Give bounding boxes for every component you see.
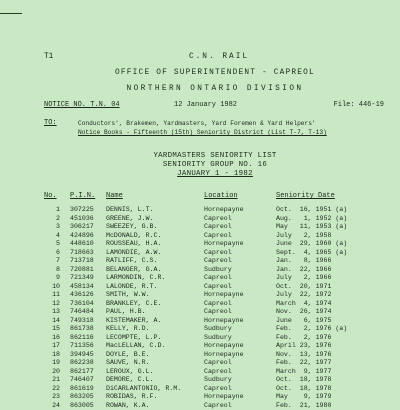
table-row <box>44 232 400 241</box>
row-location: Capreol <box>204 308 232 315</box>
row-location: Hornepayne <box>204 206 244 213</box>
row-location: Capreol <box>204 385 232 392</box>
header-no: No. <box>44 192 60 200</box>
row-number: 3 <box>44 223 60 230</box>
margin-dash <box>0 13 22 14</box>
row-pin: 749318 <box>70 317 94 324</box>
table-row <box>44 206 400 215</box>
row-number: 2 <box>44 215 60 222</box>
row-name: SAUVE, N.R. <box>106 359 150 366</box>
row-number: 5 <box>44 240 60 247</box>
row-name: SMITH, W.W. <box>106 291 150 298</box>
row-name: McDONALD, R.C. <box>106 232 161 239</box>
seniority-table <box>44 192 400 410</box>
row-name: DEMORE, C.L. <box>106 376 153 383</box>
table-row <box>44 266 400 275</box>
row-name: LEROUX, G.L. <box>106 368 153 375</box>
row-number: 14 <box>44 317 60 324</box>
row-name: PAUL, H.B. <box>106 308 146 315</box>
row-number: 11 <box>44 291 60 298</box>
row-pin: 448610 <box>70 240 94 247</box>
row-number: 15 <box>44 325 60 332</box>
row-seniority-date: Jan. 22, 1966 <box>276 266 331 273</box>
row-pin: 720881 <box>70 266 94 273</box>
row-name: ROBIDAS, R.F. <box>106 393 157 400</box>
table-row <box>44 351 400 360</box>
table-row <box>44 342 400 351</box>
row-seniority-date: June 6, 1975 <box>276 317 331 324</box>
row-seniority-date: April 23, 1976 <box>276 342 331 349</box>
table-row <box>44 240 400 249</box>
row-number: 6 <box>44 249 60 256</box>
row-number: 8 <box>44 266 60 273</box>
row-seniority-date: Nov. 26, 1974 <box>276 308 331 315</box>
row-location: Capreol <box>204 402 232 409</box>
table-row <box>44 368 400 377</box>
row-pin: 711356 <box>70 342 94 349</box>
row-number: 20 <box>44 368 60 375</box>
row-location: Hornepayne <box>204 317 244 324</box>
row-name: BRANKLEY, C.E. <box>106 300 161 307</box>
row-pin: 746484 <box>70 308 94 315</box>
row-name: LARMONDIN, C.R. <box>106 274 165 281</box>
file-number: File: 446-19 <box>334 101 384 109</box>
row-seniority-date: Oct. 16, 1951 (a) <box>276 206 347 213</box>
table-row <box>44 317 400 326</box>
row-pin: 713718 <box>70 257 94 264</box>
row-pin: 394945 <box>70 351 94 358</box>
row-seniority-date: Oct. 20, 1971 <box>276 283 331 290</box>
row-name: LECOMPTE, L.P. <box>106 334 161 341</box>
row-pin: 718663 <box>70 249 94 256</box>
row-seniority-date: Feb. 21, 1980 <box>276 402 331 409</box>
row-location: Capreol <box>204 249 232 256</box>
list-date: JANUARY 1 - 1982 <box>30 170 400 178</box>
row-location: Capreol <box>204 274 232 281</box>
row-location: Capreol <box>204 232 232 239</box>
header-pin: P.I.N. <box>70 192 95 200</box>
notice-date: 12 January 1982 <box>174 101 237 109</box>
list-group: SENIORITY GROUP NO. 16 <box>30 161 400 169</box>
row-seniority-date: Sept. 4, 1965 (a) <box>276 249 347 256</box>
table-row <box>44 325 400 334</box>
row-seniority-date: July 22, 1972 <box>276 291 331 298</box>
row-seniority-date: Feb. 2, 1976 <box>276 334 331 341</box>
row-seniority-date: June 29, 1960 (a) <box>276 240 347 247</box>
row-name: DENNIS, L.T. <box>106 206 153 213</box>
row-pin: 861619 <box>70 385 94 392</box>
row-name: ROUSSEAU, H.A. <box>106 240 161 247</box>
row-seniority-date: Oct. 18, 1978 <box>276 376 331 383</box>
table-row <box>44 334 400 343</box>
row-pin: 424896 <box>70 232 94 239</box>
row-seniority-date: Aug. 1, 1952 (a) <box>276 215 347 222</box>
row-name: ROWAN, K.A. <box>106 402 150 409</box>
row-seniority-date: March 9, 1977 <box>276 368 331 375</box>
table-header <box>44 192 400 206</box>
table-row <box>44 385 400 394</box>
row-pin: 307225 <box>70 206 94 213</box>
row-location: Capreol <box>204 359 232 366</box>
table-row <box>44 274 400 283</box>
row-pin: 862238 <box>70 359 94 366</box>
row-pin: 863205 <box>70 393 94 400</box>
row-pin: 306217 <box>70 223 94 230</box>
row-number: 13 <box>44 308 60 315</box>
row-pin: 436126 <box>70 291 94 298</box>
row-location: Capreol <box>204 215 232 222</box>
row-number: 12 <box>44 300 60 307</box>
row-pin: 721349 <box>70 274 94 281</box>
row-seniority-date: Feb. 22, 1977 <box>276 359 331 366</box>
row-pin: 458134 <box>70 283 94 290</box>
row-name: MacLELLAN, C.D. <box>106 342 165 349</box>
row-number: 10 <box>44 283 60 290</box>
addressees-line-2: Notice Books - Fifteenth (15th) Seniority District (List T-7, T-13) <box>78 128 398 137</box>
row-pin: 861738 <box>70 325 94 332</box>
row-number: 7 <box>44 257 60 264</box>
row-number: 16 <box>44 334 60 341</box>
header-location: Location <box>204 192 238 200</box>
row-location: Hornepayne <box>204 291 244 298</box>
row-location: Sudbury <box>204 266 232 273</box>
row-pin: 746407 <box>70 376 94 383</box>
row-pin: 862177 <box>70 368 94 375</box>
row-name: KELLY, R.D. <box>106 325 150 332</box>
row-location: Sudbury <box>204 334 232 341</box>
row-location: Capreol <box>204 223 232 230</box>
row-location: Hornepayne <box>204 342 244 349</box>
row-seniority-date: Nov. 13, 1976 <box>276 351 331 358</box>
row-seniority-date: Feb. 2, 1976 (a) <box>276 325 347 332</box>
row-name: LALONDE, R.T. <box>106 283 157 290</box>
row-location: Hornepayne <box>204 240 244 247</box>
header-seniority-date: Seniority Date <box>276 192 335 200</box>
table-row <box>44 308 400 317</box>
row-location: Capreol <box>204 257 232 264</box>
company-name: C.N. RAIL <box>44 53 394 61</box>
row-name: KISTEMAKER, A. <box>106 317 161 324</box>
row-pin: 736104 <box>70 300 94 307</box>
row-pin: 863005 <box>70 402 94 409</box>
row-name: DiCARLANTONIO, R.M. <box>106 385 181 392</box>
row-name: DOYLE, B.E. <box>106 351 150 358</box>
row-seniority-date: July 2, 1966 <box>276 274 331 281</box>
row-location: Hornepayne <box>204 393 244 400</box>
row-number: 23 <box>44 393 60 400</box>
table-row <box>44 300 400 309</box>
row-number: 9 <box>44 274 60 281</box>
table-row <box>44 359 400 368</box>
notice-number: NOTICE NO. T.N. 04 <box>44 101 120 109</box>
row-seniority-date: May 11, 1953 (a) <box>276 223 347 230</box>
row-seniority-date: May 9, 1979 <box>276 393 331 400</box>
row-location: Capreol <box>204 368 232 375</box>
notice-code: T1 <box>44 53 53 61</box>
addressees <box>78 119 398 137</box>
row-number: 19 <box>44 359 60 366</box>
row-seniority-date: July 2, 1958 <box>276 232 331 239</box>
row-number: 17 <box>44 342 60 349</box>
table-row <box>44 376 400 385</box>
list-title: YARDMASTERS SENIORITY LIST <box>30 152 400 160</box>
table-row <box>44 215 400 224</box>
row-number: 1 <box>44 206 60 213</box>
row-name: GREENE, J.W. <box>106 215 153 222</box>
table-row <box>44 402 400 410</box>
row-name: SWEEZEY, G.B. <box>106 223 157 230</box>
row-name: LAMONDIE, A.W. <box>106 249 161 256</box>
table-row <box>44 257 400 266</box>
row-number: 22 <box>44 385 60 392</box>
to-label: TO: <box>44 119 57 127</box>
row-location: Sudbury <box>204 325 232 332</box>
row-name: BELANGER, G.A. <box>106 266 161 273</box>
division-title: NORTHERN ONTARIO DIVISION <box>30 85 400 93</box>
row-seniority-date: Oct. 18, 1978 <box>276 385 331 392</box>
row-pin: 451036 <box>70 215 94 222</box>
row-seniority-date: March 4, 1974 <box>276 300 331 307</box>
office-title: OFFICE OF SUPERINTENDENT - CAPREOL <box>30 69 400 77</box>
row-location: Capreol <box>204 300 232 307</box>
row-seniority-date: Jan. 8, 1966 <box>276 257 331 264</box>
row-name: RATLIFF, C.S. <box>106 257 157 264</box>
table-row <box>44 393 400 402</box>
row-location: Hornepayne <box>204 351 244 358</box>
row-number: 4 <box>44 232 60 239</box>
table-row <box>44 283 400 292</box>
addressees-line-1: Conductors', Brakemen, Yardmasters, Yard Foremen & Yard Helpers' <box>78 119 398 128</box>
row-pin: 862116 <box>70 334 94 341</box>
table-row <box>44 223 400 232</box>
row-number: 18 <box>44 351 60 358</box>
row-number: 24 <box>44 402 60 409</box>
header-name: Name <box>106 192 123 200</box>
row-number: 21 <box>44 376 60 383</box>
table-row <box>44 249 400 258</box>
table-row <box>44 291 400 300</box>
row-location: Capreol <box>204 283 232 290</box>
row-location: Sudbury <box>204 376 232 383</box>
